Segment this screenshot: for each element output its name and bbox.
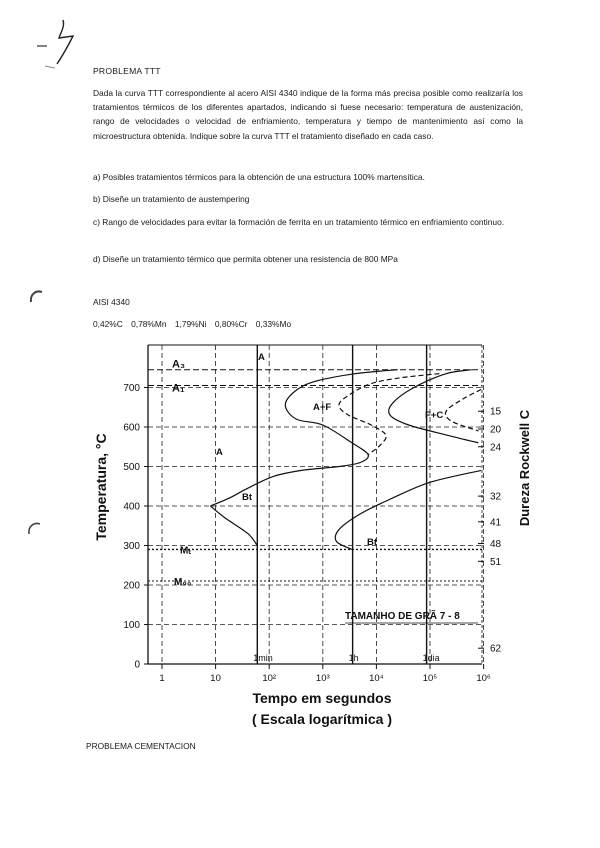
x-axis-title: Tempo em segundos: [252, 690, 392, 706]
problem-statement: Dada la curva TTT correspondiente al acero AISI 4340 indique de la forma más precisa posible como realizaría los tratamientos térmicos de los diferentes apartados, indicando si fuese necesario: temperatura de austenización, rango de velocidades o velocidad de enfriamiento, temperatura y tiempo de mantenimiento así como la microestructura obtenida. Indique sobre la curva TTT el tratamiento diseñado en cada caso.: [93, 88, 523, 141]
composition-cr: 0,80%Cr: [214, 319, 248, 329]
ms-label: Mₜ: [180, 545, 192, 557]
composition-c: 0,42%C: [93, 319, 123, 329]
hardness-tick-label: 32: [490, 491, 502, 503]
steel-name: AISI 4340: [93, 297, 130, 307]
y-tick-label: 700: [123, 383, 140, 394]
y-tick-label: 500: [123, 462, 140, 473]
question-c: c) Rango de velocidades para evitar la formación de ferrita en un tratamiento térmico en enfriamiento continuo.: [93, 217, 505, 227]
question-a: a) Posibles tratamientos térmicos para la obtención de una estructura 100% martensítica.: [93, 172, 425, 182]
question-b: b) Diseñe un tratamiento de austempering: [93, 194, 250, 204]
composition-mn: 0,78%Mn: [131, 319, 167, 329]
a3-label: A₃: [172, 358, 186, 371]
y-axis-right-title: Dureza Rockwell C: [517, 409, 532, 527]
ttt-curve-bainite-start: [210, 506, 257, 546]
x-tick-label: 10⁴: [369, 673, 384, 684]
x-tick-label: 10²: [262, 673, 277, 684]
y-tick-label: 300: [123, 541, 140, 552]
hardness-tick-label: 24: [490, 442, 502, 454]
x-axis-subtitle: ( Escala logarítmica ): [251, 711, 393, 727]
y-tick-label: 0: [134, 659, 140, 671]
hardness-tick-label: 51: [490, 556, 502, 568]
hardness-tick-label: 48: [490, 539, 502, 551]
m90-label: M₉₀: [174, 577, 192, 589]
region-label: A: [216, 447, 223, 458]
hardness-tick-label: 41: [490, 517, 502, 529]
x-tick-label: 10: [210, 673, 221, 684]
time-marker-label: 1dia: [422, 653, 440, 663]
x-tick-label: 10⁶: [476, 673, 491, 684]
section-title-cementacion: PROBLEMA CEMENTACION: [86, 741, 196, 751]
composition-ni: 1,79%Ni: [174, 319, 207, 329]
grain-size-note: TAMANHO DE GRÃ 7 - 8: [345, 611, 460, 622]
question-d: d) Diseñe un tratamiento térmico que permita obtener una resistencia de 800 MPa: [93, 254, 398, 264]
time-marker-label: 1min: [253, 653, 273, 663]
problem-title: PROBLEMA TTT: [93, 66, 161, 76]
region-label: F+C: [425, 410, 444, 421]
ttt-curve-ferrite-start: [210, 370, 397, 506]
x-tick-label: 1: [159, 673, 165, 684]
ttt-curve-ferrite-carbide-start: [389, 370, 479, 443]
ttt-curve-ferrite-carbide-finish: [445, 390, 481, 431]
a1-label: A₁: [172, 382, 185, 395]
ttt-curve-bainite-finish: [335, 470, 481, 549]
region-label: Bt: [242, 492, 253, 503]
hardness-tick-label: 15: [490, 406, 502, 418]
y-tick-label: 600: [123, 422, 140, 434]
x-tick-label: 10⁵: [422, 673, 438, 684]
region-label: Bt: [367, 537, 378, 548]
region-label: A: [258, 352, 265, 363]
hardness-tick-label: 62: [490, 643, 502, 655]
hardness-tick-label: 20: [490, 424, 502, 436]
y-axis-title: Temperatura, °C: [93, 433, 109, 541]
x-tick-label: 10³: [315, 673, 330, 684]
y-tick-label: 200: [123, 580, 140, 592]
region-label: A+F: [313, 402, 332, 413]
y-tick-label: 400: [123, 501, 140, 513]
y-tick-label: 100: [123, 620, 140, 631]
composition-mo: 0,33%Mo: [255, 319, 292, 329]
time-marker-label: 1h: [348, 653, 359, 663]
